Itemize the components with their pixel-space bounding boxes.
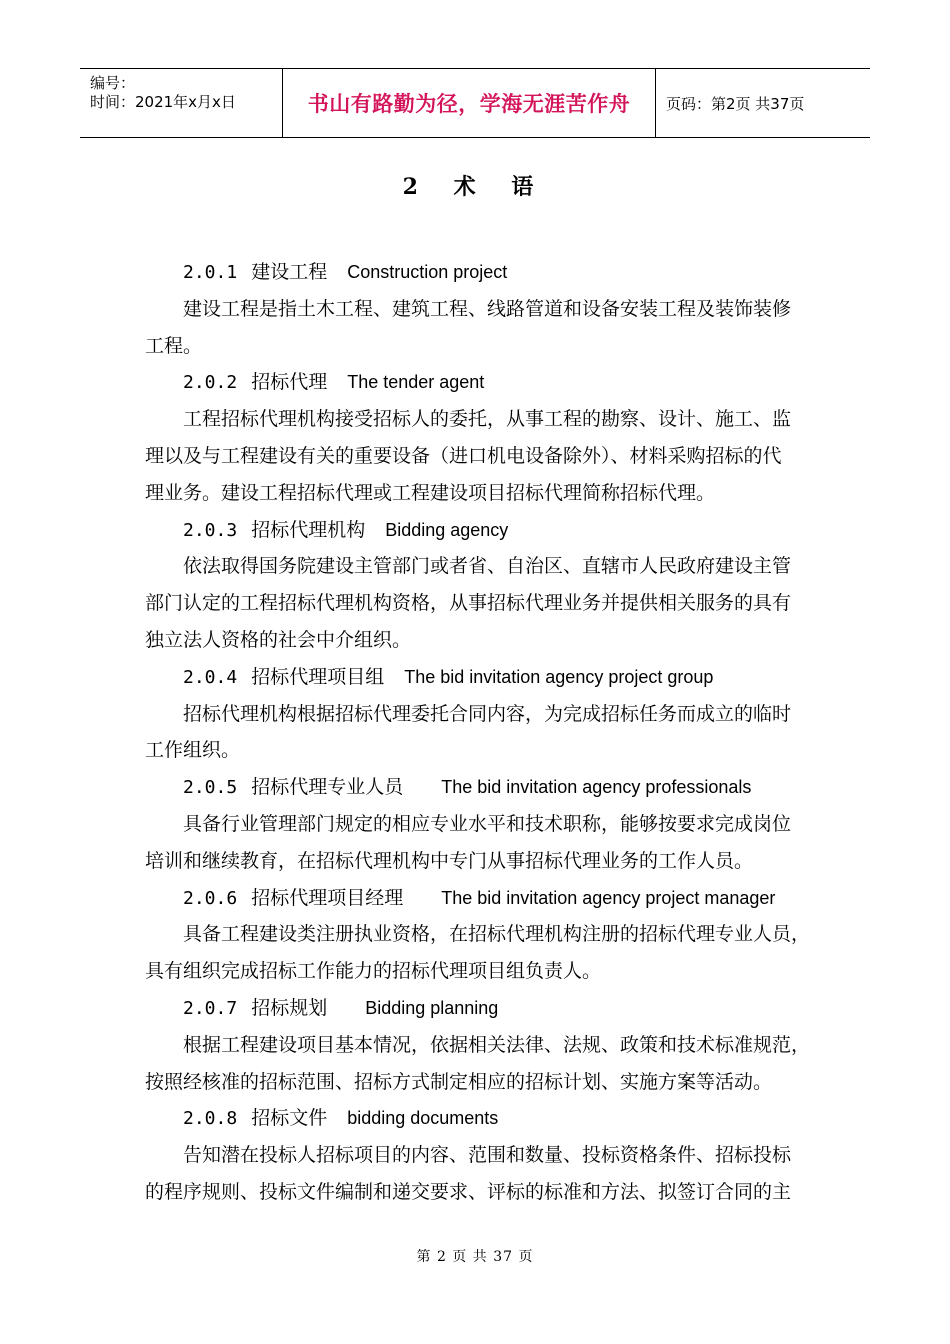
term-description-line: 部门认定的工程招标代理机构资格，从事招标代理业务并提供相关服务的具有 [145,592,792,615]
term-description-line: 建设工程是指土木工程、建筑工程、线路管道和设备安装工程及装饰装修 [183,297,792,320]
term-chinese: 招标代理项目组 [251,665,385,688]
term-heading [145,990,825,1027]
term-description-line: 依法取得国务院建设主管部门或者省、自治区、直辖市人民政府建设主管 [183,555,792,578]
term-description-line: 告知潜在投标人招标项目的内容、范围和数量、投标资格条件、招标投标 [183,1144,792,1167]
term-description-line: 具备行业管理部门规定的相应专业水平和技术职称，能够按要求完成岗位 [183,812,792,835]
term-chinese: 招标代理专业人员 [251,776,404,799]
term-description-line: 独立法人资格的社会中介组织。 [145,628,412,651]
term-description-line: 工作组织。 [145,739,241,762]
term-chinese: 招标代理机构 [251,518,366,541]
page-info: 页码：第2页 共37页 [666,94,805,113]
term-number: 2.0.3 [183,519,238,541]
term-heading [145,880,825,917]
term-number: 2.0.1 [183,262,238,283]
term-number: 2.0.2 [183,372,238,394]
term-english: The tender agent [347,372,485,393]
term-description-line: 按照经核准的招标范围、招标方式制定相应的招标计划、实施方案等活动。 [145,1070,773,1093]
term-description-line: 理以及与工程建设有关的重要设备（进口机电设备除外）、材料采购招标的代 [145,444,782,467]
term-number: 2.0.4 [183,666,238,688]
term-chinese: 建设工程 [251,261,328,283]
term-chinese: 招标规划 [251,996,328,1019]
term-number: 2.0.5 [183,777,238,799]
terms-content [145,254,825,1211]
term-number: 2.0.7 [183,997,238,1019]
term-description-line: 的程序规则、投标文件编制和递交要求、评标的标准和方法、拟签订合同的主 [145,1180,792,1203]
term-chinese: 招标文件 [251,1107,328,1130]
term-description-line: 培训和继续教育，在招标代理机构中专门从事招标代理业务的工作人员。 [145,849,754,872]
term-chinese: 招标代理项目经理 [251,886,404,909]
term-number: 2.0.6 [183,887,238,909]
term-english: bidding documents [347,1108,499,1129]
header-page-cell [656,69,870,137]
term-description-line: 根据工程建设项目基本情况，依据相关法律、法规、政策和技术标准规范， [183,1033,811,1056]
term-heading [145,512,825,549]
page-footer: 第 2 页 共 37 页 [416,1249,534,1265]
term-english: The bid invitation agency project manager [441,887,776,908]
header-left-cell [80,69,283,137]
term-heading [145,254,825,291]
term-heading [145,1100,825,1137]
page-header [80,68,870,138]
term-chinese: 招标代理 [251,371,328,394]
date-label: 时间：2021年x月x日 [90,93,236,111]
term-number: 2.0.8 [183,1108,238,1130]
term-english: Bidding planning [365,997,499,1018]
term-description-line: 具有组织完成招标工作能力的招标代理项目组负责人。 [145,960,602,983]
section-title: 2 术 语 [402,174,548,200]
code-label: 编号： [90,74,136,92]
term-heading [145,769,825,806]
term-english: The bid invitation agency project group [404,666,714,687]
term-english: Bidding agency [385,519,509,540]
term-description-line: 理业务。建设工程招标代理或工程建设项目招标代理简称招标代理。 [145,481,716,504]
header-motto-cell [283,69,656,137]
motto-text: 书山有路勤为径，学海无涯苦作舟 [307,92,631,116]
term-english: The bid invitation agency professionals [441,777,752,798]
term-description-line: 招标代理机构根据招标代理委托合同内容，为完成招标任务而成立的临时 [183,702,792,725]
term-heading [145,659,825,696]
term-english: Construction project [347,262,508,282]
term-description-line: 具备工程建设类注册执业资格，在招标代理机构注册的招标代理专业人员， [183,923,811,946]
term-description-line: 工程。 [145,334,203,357]
term-heading [145,364,825,401]
term-description-line: 工程招标代理机构接受招标人的委托，从事工程的勘察、设计、施工、监 [183,408,792,431]
